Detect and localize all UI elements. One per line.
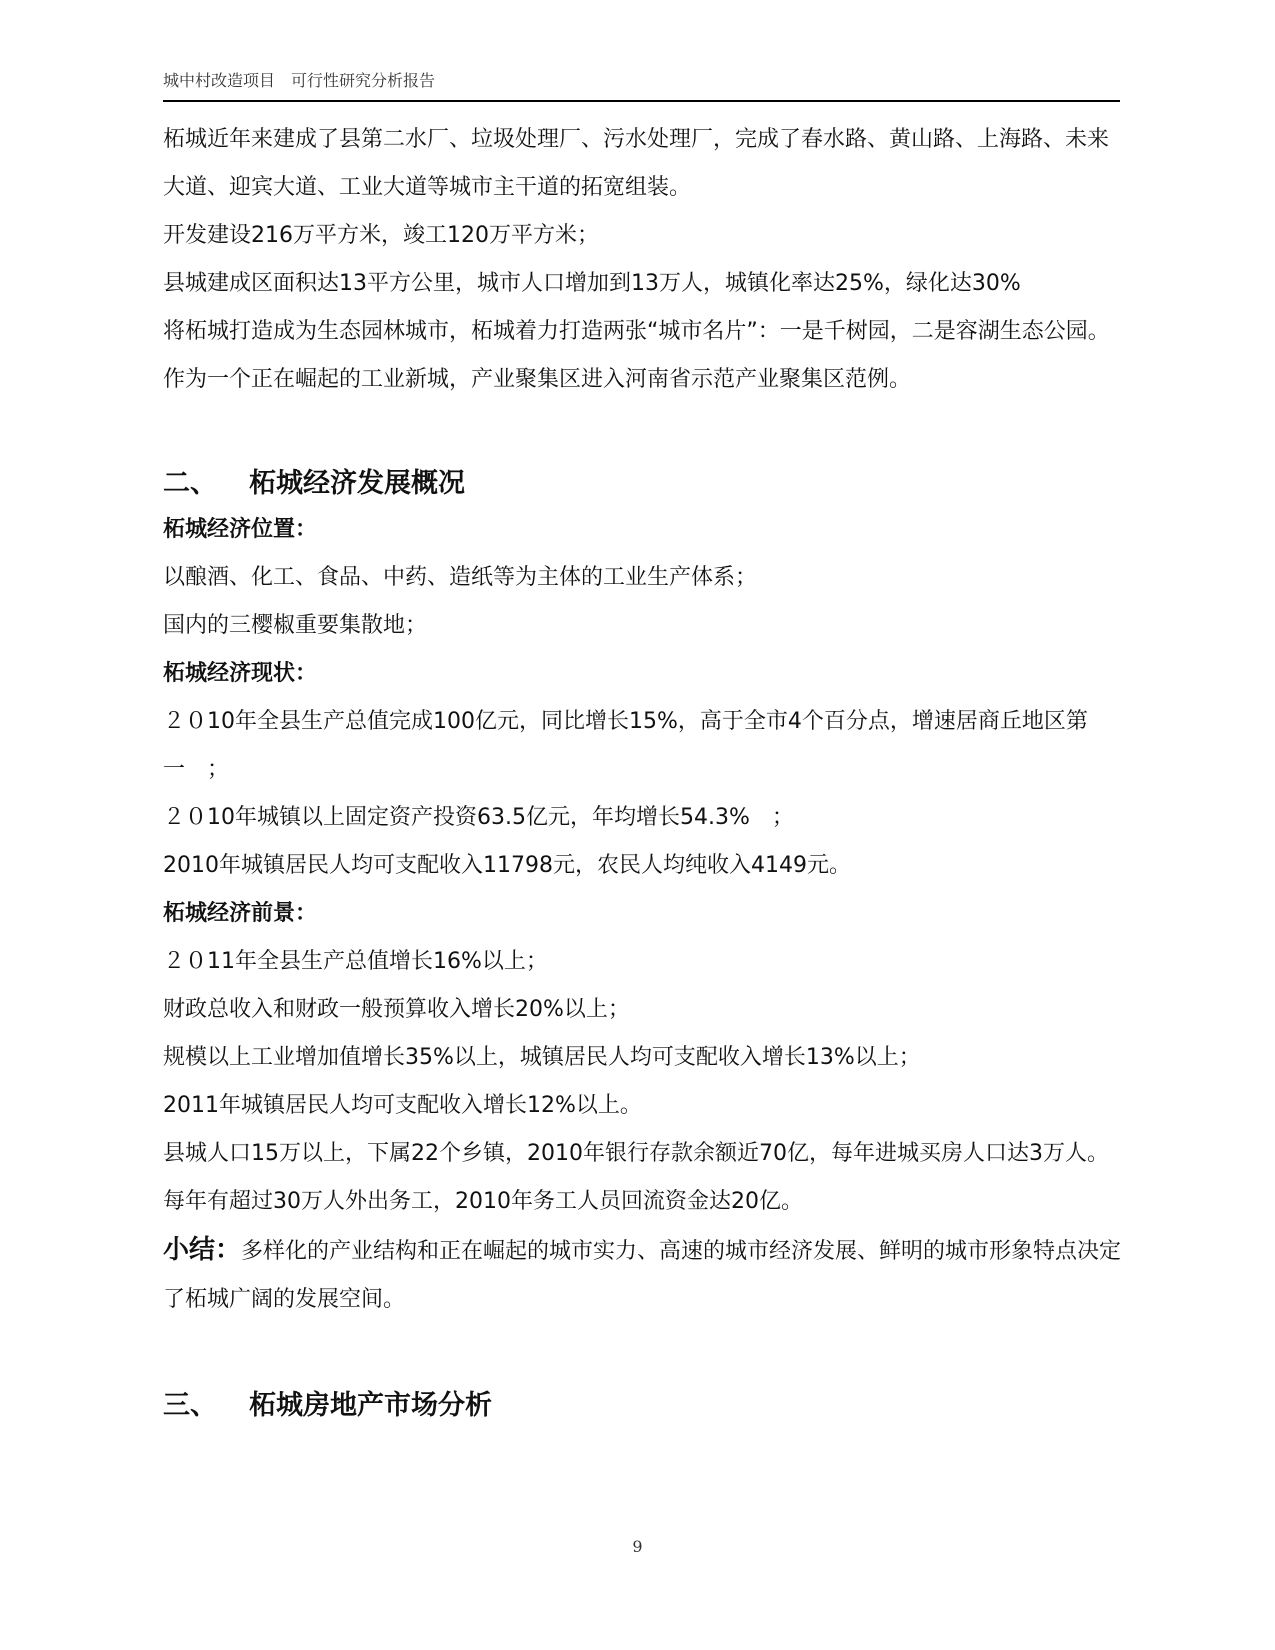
section-3-heading [163, 1384, 1123, 1428]
economy-prospect-item: 财政总收入和财政一般预算收入增长20%以上； [163, 997, 630, 1022]
economy-location-item: 以酿酒、化工、食品、中药、造纸等为主体的工业生产体系； [163, 565, 758, 590]
section-3-number: 三、 [163, 1390, 217, 1421]
intro-paragraph: 县城建成区面积达13平方公里，城市人口增加到13万人，城镇化率达25%，绿化达30% [163, 271, 1021, 296]
section-2-number: 二、 [163, 468, 217, 499]
economy-location-item: 国内的三樱椒重要集散地； [163, 613, 428, 638]
summary-paragraph [163, 1226, 1123, 1324]
economy-status-heading: 柘城经济现状： [163, 661, 318, 686]
intro-paragraph: 柘城近年来建成了县第二水厂、垃圾处理厂、污水处理厂，完成了春水路、黄山路、上海路、未来大道、迎宾大道、工业大道等城市主干道的拓宽组装。 [163, 127, 1110, 200]
economy-status-item: 2010年城镇居民人均可支配收入11798元，农民人均纯收入4149元。 [163, 853, 851, 878]
page-content [163, 116, 1123, 1428]
header-report: 可行性研究分析报告 [291, 71, 436, 90]
intro-paragraph: 将柘城打造成为生态园林城市，柘城着力打造两张“城市名片”：一是千树园，二是容湖生态公园。 [163, 319, 1110, 344]
section-2-heading [163, 462, 1123, 506]
header-project: 城中村改造项目 [163, 71, 276, 90]
economy-prospect-item: 规模以上工业增加值增长35%以上，城镇居民人均可支配收入增长13%以上； [163, 1045, 921, 1070]
economy-prospect-item: 县城人口15万以上，下属22个乡镇，2010年银行存款余额近70亿，每年进城买房人口达3万人。每年有超过30万人外出务工，2010年务工人员回流资金达20亿。 [163, 1141, 1109, 1214]
economy-status-item: ２０10年城镇以上固定资产投资63.5亿元，年均增长54.3% ； [163, 805, 794, 830]
economy-prospect-item: ２０11年全县生产总值增长16%以上； [163, 949, 548, 974]
economy-prospect-heading: 柘城经济前景： [163, 901, 318, 926]
section-3-title: 柘城房地产市场分析 [249, 1390, 492, 1421]
economy-status-item: ２０10年全县生产总值完成100亿元，同比增长15%，高于全市4个百分点，增速居商丘地区第一 ； [163, 709, 1088, 782]
intro-paragraph: 开发建设216万平方米，竣工120万平方米； [163, 223, 599, 248]
page-number: 9 [632, 1537, 643, 1556]
intro-paragraph: 作为一个正在崛起的工业新城，产业聚集区进入河南省示范产业聚集区范例。 [163, 367, 912, 392]
summary-text: 多样化的产业结构和正在崛起的城市实力、高速的城市经济发展、鲜明的城市形象特点决定了柘城广阔的发展空间。 [163, 1239, 1122, 1312]
economy-location-heading: 柘城经济位置： [163, 517, 318, 542]
economy-prospect-item: 2011年城镇居民人均可支配收入增长12%以上。 [163, 1093, 642, 1118]
summary-label: 小结： [163, 1235, 242, 1265]
section-2-title: 柘城经济发展概况 [249, 468, 465, 499]
page-header [163, 70, 1120, 102]
